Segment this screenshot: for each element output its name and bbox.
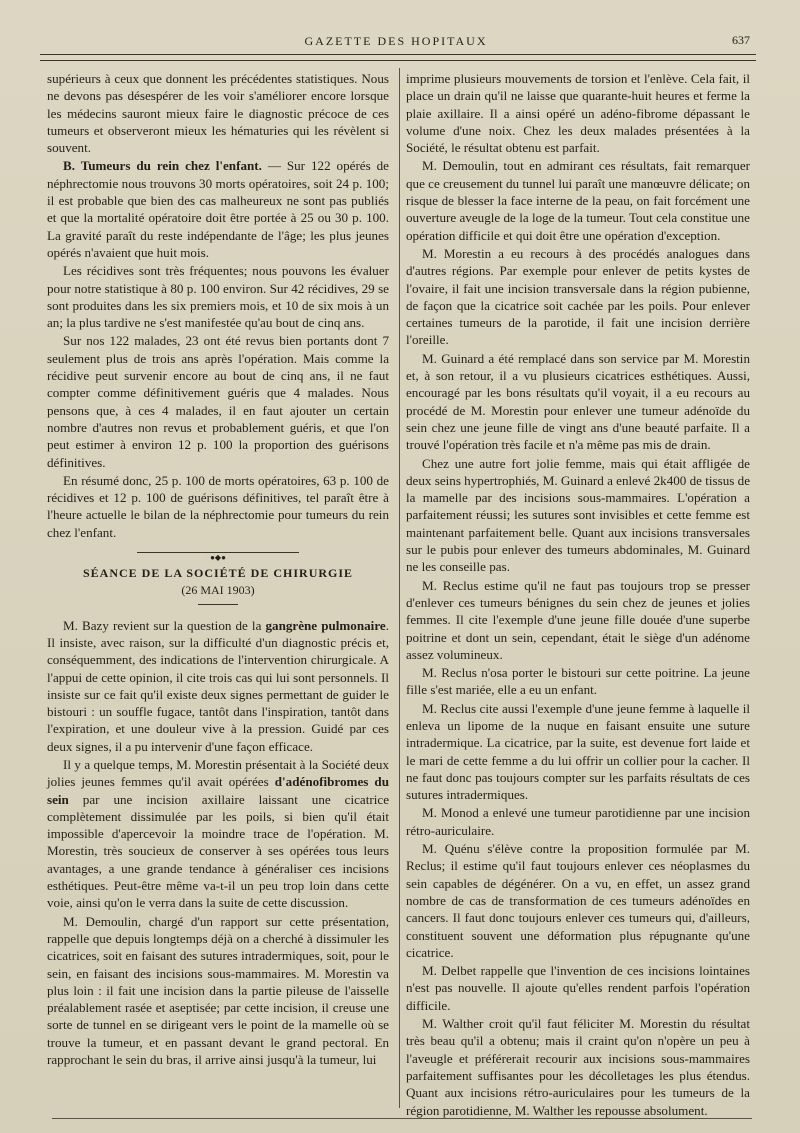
bold-term: gangrène pulmonaire (265, 617, 386, 633)
bottom-rule (52, 1118, 752, 1119)
left-column (47, 70, 389, 1069)
paragraph (47, 756, 389, 912)
paragraph-text: M. Bazy revient sur la question de la (63, 617, 266, 633)
page-header (40, 32, 752, 52)
paragraph (47, 157, 389, 261)
paragraph: M. Reclus n'osa porter le bistouri sur cette poitrine. La jeune fille s'est mariée, elle a eu un enfant. (406, 665, 750, 698)
section-separator (47, 547, 389, 563)
section-date: (26 MAI 1903) (181, 583, 255, 598)
paragraph: M. Reclus cite aussi l'exemple d'une jeune femme à laquelle il enleva un lipome de la nuque en faisant ensuite une suture intradermique. La cicatrice, par la suite, est devenue fort laide et le mari de cette femme a du lui offrir un collier pour la cacher. Il ne faut donc pas toujours compter sur les parfaits résultats de ces sutures intradermiques. (406, 700, 750, 803)
page-number: 637 (732, 33, 750, 47)
paragraph: M. Delbet rappelle que l'invention de ces incisions lointaines n'est pas nouvelle. Il ajoute qu'elles rendent parfois l'opération difficile. (406, 963, 750, 1013)
paragraph: imprime plusieurs mouvements de torsion et l'enlève. Cela fait, il place un drain qu'il ne laisse que quarante-huit heures et ferme la plaie axillaire. Il a ainsi opéré un adéno-fibrome dépassant le volume d'une noix. Chez les deux malades présentées à la Société, le résultat obtenu est parfait. (406, 71, 750, 156)
column-divider (399, 68, 400, 1108)
paragraph: M. Guinard a été remplacé dans son service par M. Morestin et, à son retour, il a vu plusieurs cicatrices esthétiques. Aussi, encouragé par les bons résultats qu'il voyait, il a eu recours au procédé de M. Morestin pour enlever une tumeur adénoïde du sein chez une jeune fille de vingt ans d'une beauté parfaite. Il a trouvé l'opération très facile et n'a même pas mis de drain. (406, 350, 750, 453)
paragraph: Chez une autre fort jolie femme, mais qui était affligée de deux seins hypertrophiés, M. Guinard a enlevé 2k400 de tissus de la mamelle par des incisions sous-mammaires. L'opération a parfaitement réussi; les sutures sont invisibles et cette femme est maintenant parfaitement belle. Quant aux incisions transversales sur le pubis pour enlever des tumeurs abdominales, M. Guinard ne les conseille pas. (406, 455, 751, 575)
paragraph: Les récidives sont très fréquentes; nous pouvons les évaluer pour notre statistique à 80 p. 100 environ. Sur 42 récidives, 29 se sont produites dans les six premiers mois, et 10 de six mois à un an; la plus tardive ne s'est manifestée qu'au bout de cinq ans. (47, 263, 389, 331)
running-title: GAZETTE DES HOPITAUX (304, 34, 488, 48)
paragraph-text: — Sur 122 opérés de néphrectomie nous trouvons 30 morts opératoires, soit 24 p. 100; il est probable que bien des cas malheureux ne sont pas publiés et que la mortalité opératoire doit être portée à 25 ou 30 p. 100. La gravité paraît du reste indépendante de l'âge; les plus jeunes opérés n'avaient que huit mois. (47, 158, 389, 260)
paragraph: M. Walther croit qu'il faut féliciter M. Morestin du résultat très beau qu'il a obtenu; mais il craint qu'on n'opère un peu à l'aveugle et préférerait recourir aux incisions sous-mammaires parfaitement suffisantes pour les décolletages les plus étendus. Quant aux incisions rétro-auriculaires pour les tumeurs de la région parotidienne, M. Walther les repousse absolument. (406, 1016, 750, 1118)
paragraph (47, 617, 389, 755)
paragraph: M. Quénu s'élève contre la proposition formulée par M. Reclus; il estime qu'il faut toujours enlever ces néoplasmes du sein capables de dégénérer. On a vu, en effet, un assez grand nombre de cas de transformation de ces tumeurs adénoïdes en cancers. Il faut donc toujours enlever ces tumeurs qui, d'ailleurs, constituent souvent une déformation plus répugnante qu'une cicatrice. (406, 841, 750, 960)
paragraph: En résumé donc, 25 p. 100 de morts opératoires, 63 p. 100 de récidives et 12 p. 100 de guérisons définitives, tel paraît être à l'heure actuelle le bilan de la néphrectomie pour tumeurs du rein chez l'enfant. (47, 472, 389, 540)
paragraph-text: par une incision axillaire laissant une cicatrice complètement dissimulée par les poils, si bien qu'il était impossible d'apercevoir la moindre trace de l'opération. M. Morestin, très soucieux de conserver à ses opérées tous leurs avantages, a une grande tendance à généraliser ces incisions esthétiques. Peut-être même va-t-il un peu trop loin dans cette voie, ainsi qu'on le verra dans la suite de cette discussion. (47, 791, 389, 911)
section-title: SÉANCE DE LA SOCIÉTÉ DE CHIRURGIE (82, 566, 354, 581)
header-double-rule (40, 54, 756, 61)
subsection-heading: B. Tumeurs du rein chez l'enfant. (63, 158, 262, 174)
paragraph: M. Morestin a eu recours à des procédés analogues dans d'autres régions. Par exemple pour enlever de petits kystes de l'ovaire, il fait une incision transversale dans la région pubienne, de façon que la cicatrice soit cachée par les poils. Pour enlever certaines tumeurs de la parotide, il fait une incision derrière l'oreille. (406, 245, 750, 348)
paragraph: Sur nos 122 malades, 23 ont été revus bien portants dont 7 seulement plus de trois ans après l'opération. Mais comme la récidive peut survenir encore au bout de cinq ans, il ne faut compter comme définitivement guéris que 4 malades. Nous pensons que, à ces 4 malades, il en faut ajouter un certain nombre d'autres non revus et probablement guéris, et que l'on peut estimer à environ 12 p. 100 la proportion des guérisons définitives. (47, 333, 389, 470)
paragraph: M. Demoulin, tout en admirant ces résultats, fait remarquer que ce creusement du tunnel lui paraît une manœuvre délicate; on risque de blesser la face interne de la peau, on fait forcément une ouverture aveugle de la loge de la tumeur. Tout cela constitue une opération difficile et qui doit être une opération d'exception. (406, 158, 750, 243)
paragraph: M. Demoulin, chargé d'un rapport sur cette présentation, rappelle que depuis longtemps déjà on a cherché à dissimuler les cicatrices, soit en faisant des sutures intradermiques, soit, pour le sein, en faisant des incisions sous-mammaires. M. Morestin va plus loin : il fait une incision dans la partie pileuse de l'aisselle préalablement rasée et aseptisée; par cette incision, il creuse une sorte de tunnel en se dirigeant vers le point de la mamelle où se trouve la tumeur, et en passant devant le grand pectoral. En rapprochant le sein du bras, il arrive ainsi jusqu'à la tumeur, lui (47, 913, 389, 1068)
paragraph: supérieurs à ceux que donnent les précédentes statistiques. Nous ne devons pas désespérer de les voir s'améliorer encore lorsque les médecins sauront mieux faire le diagnostic précoce de ces tumeurs et observeront mieux les hématuries qui les révèlent si souvent. (47, 71, 389, 156)
paragraph: M. Monod a enlevé une tumeur parotidienne par une incision rétro-auriculaire. (406, 805, 750, 838)
paragraph-text: Il y a quelque temps, M. Morestin présentait à la Société deux jolies jeunes femmes qu'il avait opérées (47, 756, 389, 790)
paragraph: M. Reclus estime qu'il ne faut pas toujours trop se presser d'enlever ces tumeurs bénignes du sein chez de jeunes et jolies femmes. Il cite l'exemple d'une jeune fille douée d'une superbe poitrine et dont un sein, cependant, était le siège d'un adénome assez volumineux. (406, 577, 750, 662)
bold-term: d'adénofibromes du sein (47, 774, 389, 807)
paragraph-text: . Il insiste, avec raison, sur la difficulté d'un diagnostic précis et, conséquemment, des indications de l'intervention chirurgicale. A l'appui de cette opinion, il cite trois cas qui lui sont personnels. Il insiste sur ce fait qu'il existe deux signes permettant de guider le bistouri : un souffle fugace, tantôt dans l'inspiration, tantôt dans l'expiration, et une douleur vive à la pression. Guidé par ces deux signes, il a pu intervenir d'une façon efficace. (47, 617, 389, 754)
short-rule (198, 604, 238, 605)
ornament-icon: ●◆● (206, 553, 230, 563)
right-column (406, 70, 750, 1120)
